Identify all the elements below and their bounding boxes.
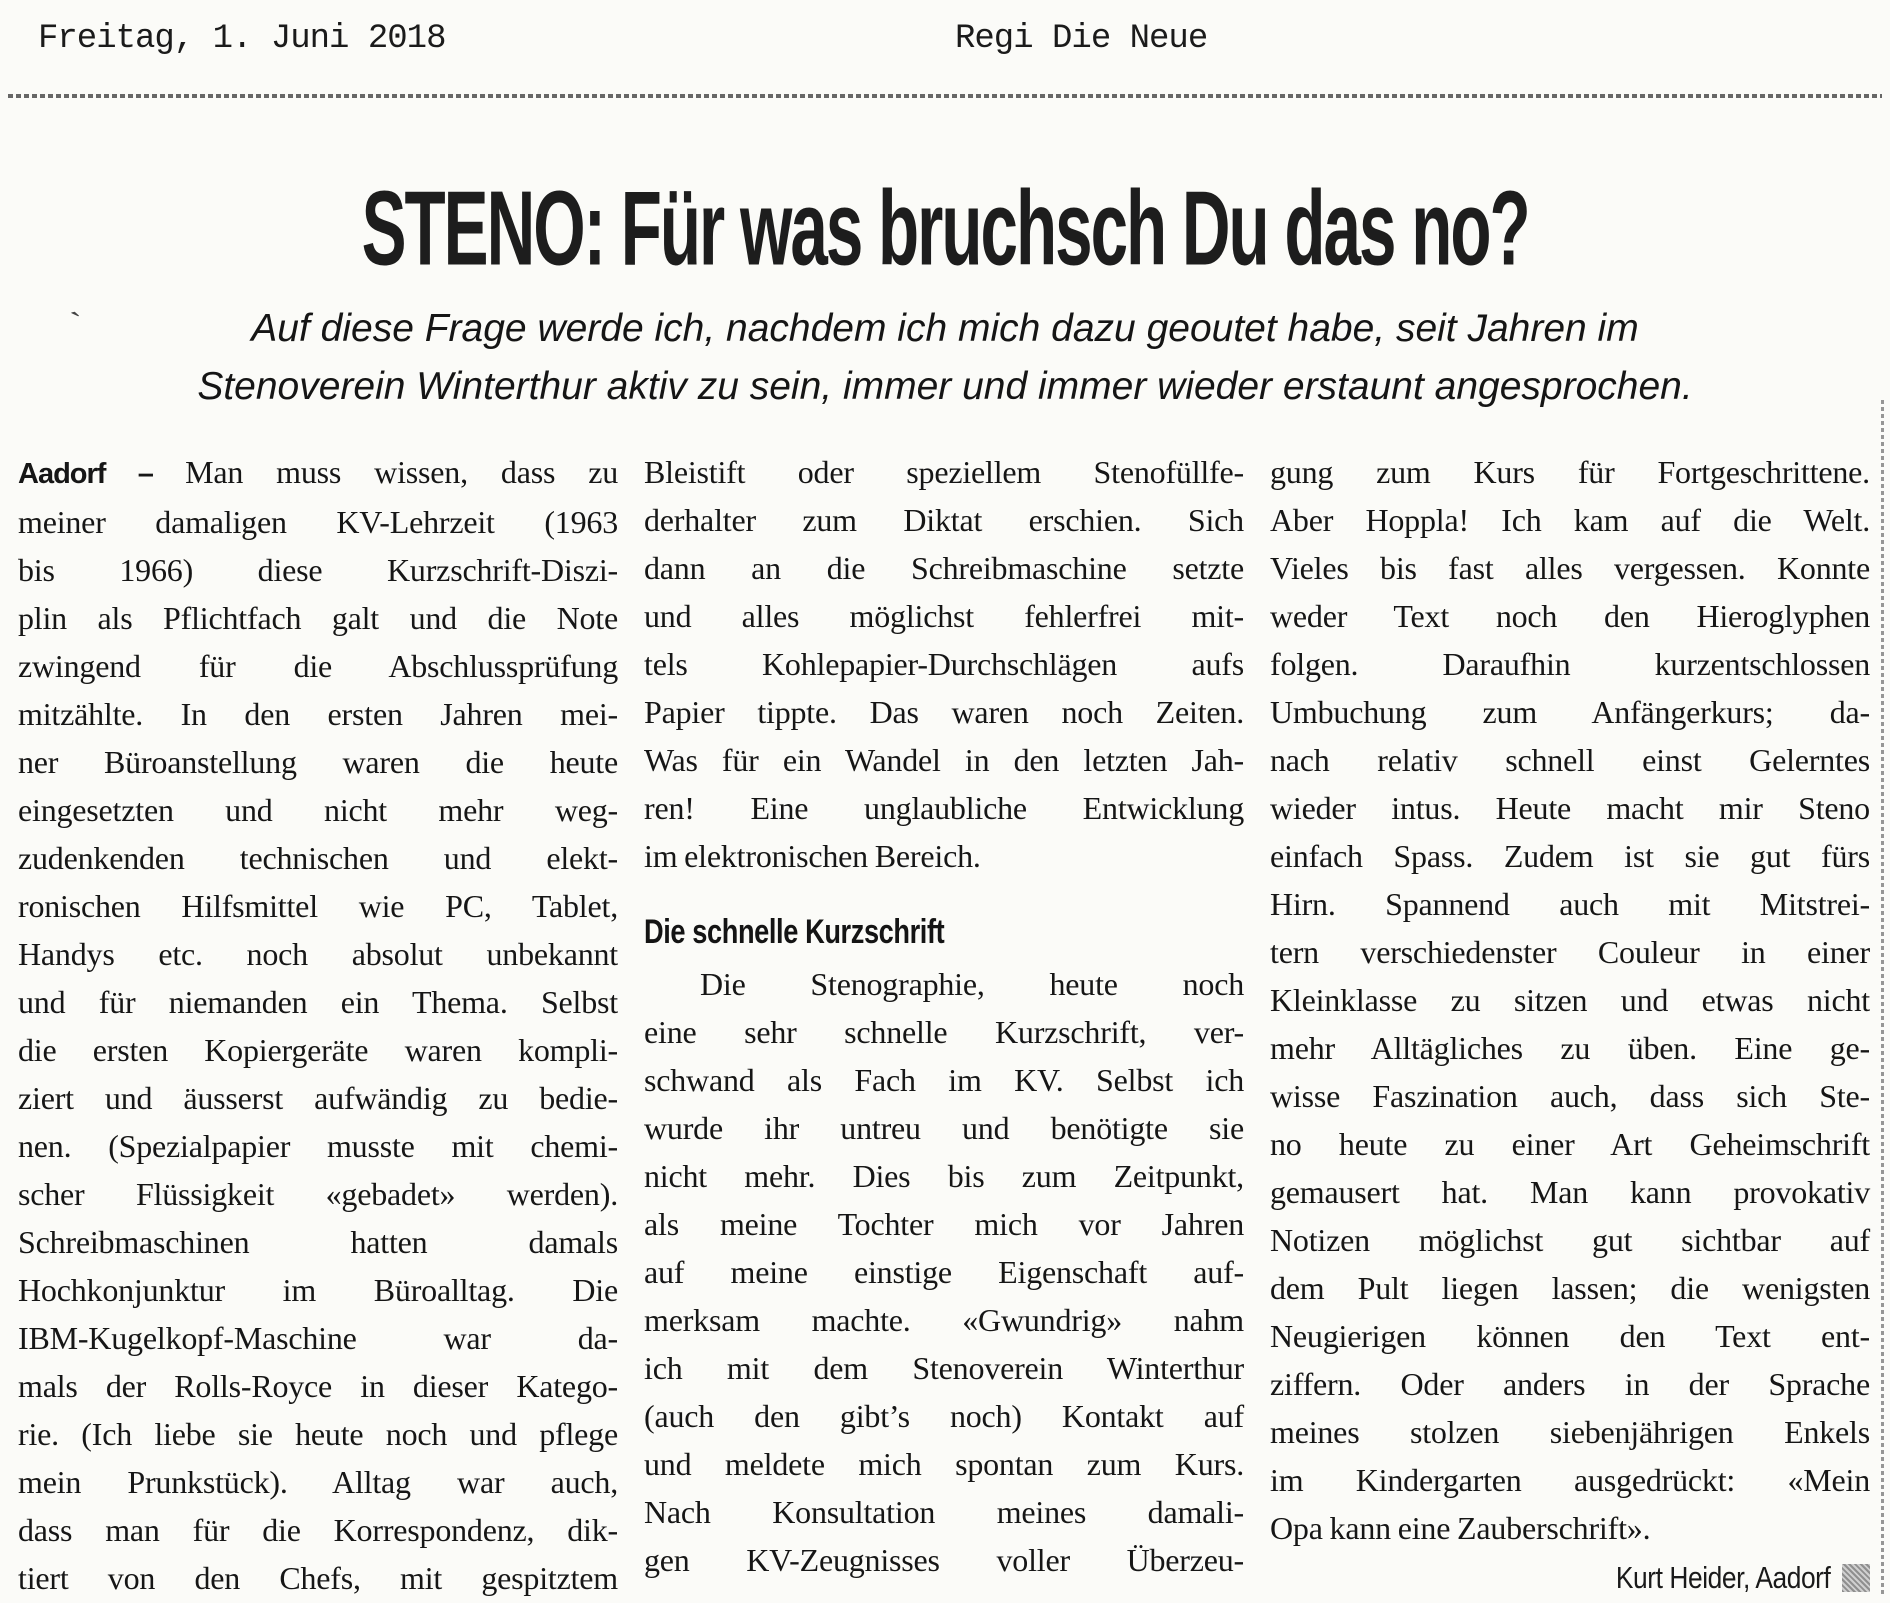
text-line: nicht mehr. Dies bis zum Zeitpunkt, <box>644 1158 1244 1194</box>
text-line: tiert von den Chefs, mit gespitztem <box>18 1560 618 1596</box>
text-line: Aadorf – Man muss wissen, dass zu <box>18 454 619 490</box>
text-line: Handys etc. noch absolut unbekannt <box>18 936 618 972</box>
byline <box>1270 1554 1870 1602</box>
text-line: (auch den gibt’s noch) Kontakt auf <box>644 1398 1244 1434</box>
text-line: und alles möglichst fehlerfrei mit- <box>644 598 1244 634</box>
text-line: no heute zu einer Art Geheimschrift <box>1270 1126 1870 1162</box>
text-line: mitzählte. In den ersten Jahren mei- <box>18 696 618 732</box>
masthead-title: Regi Die Neue <box>955 20 1208 58</box>
text-line: Die Stenographie, heute noch <box>700 966 1244 1002</box>
text-line: meiner damaligen KV-Lehrzeit (1963 <box>18 504 618 540</box>
text-line: plin als Pflichtfach galt und die Note <box>18 600 618 636</box>
dateline: Aadorf – <box>18 458 186 490</box>
text-line: Kleinklasse zu sitzen und etwas nicht <box>1270 982 1870 1018</box>
text-line: gung zum Kurs für Fortgeschrittene. <box>1270 454 1870 490</box>
text-line: ren! Eine unglaubliche Entwicklung <box>644 790 1244 826</box>
text-line: die ersten Kopiergeräte waren kompli- <box>18 1032 618 1068</box>
text-line: schwand als Fach im KV. Selbst ich <box>644 1062 1244 1098</box>
text-line: und für niemanden ein Thema. Selbst <box>18 984 618 1020</box>
text-line: Bleistift oder speziellem Stenofüllfe- <box>644 454 1244 490</box>
text-line: tels Kohlepapier-Durchschlägen aufs <box>644 646 1244 682</box>
text-line: rie. (Ich liebe sie heute noch und pflege <box>18 1416 618 1452</box>
text-line: gemausert hat. Man kann provokativ <box>1270 1174 1870 1210</box>
text-line: einfach Spass. Zudem ist sie gut fürs <box>1270 838 1870 874</box>
byline-text: Kurt Heider, Aadorf <box>1615 1560 1830 1595</box>
text-line: Vieles bis fast alles vergessen. Konnte <box>1270 550 1870 586</box>
header-rule <box>8 94 1882 98</box>
text-line: dann an die Schreibmaschine setzte <box>644 550 1244 586</box>
text-line: mehr Alltägliches zu üben. Eine ge- <box>1270 1030 1870 1066</box>
text-line: Papier tippte. Das waren noch Zeiten. <box>644 694 1244 730</box>
text-line: ronischen Hilfsmittel wie PC, Tablet, <box>18 888 618 924</box>
text-line: eingesetzten und nicht mehr weg- <box>18 792 618 828</box>
text-line: merksam machte. «Gwundrig» nahm <box>644 1302 1244 1338</box>
text-line: bis 1966) diese Kurzschrift-Diszi- <box>18 552 618 588</box>
article-end-mark <box>1842 1564 1870 1592</box>
text-line: weder Text noch den Hieroglyphen <box>1270 598 1870 634</box>
text-line: Was für ein Wandel in den letzten Jah- <box>644 742 1244 778</box>
text-line: mals der Rolls-Royce in dieser Katego- <box>18 1368 618 1404</box>
lead-line: Auf diese Frage werde ich, nachdem ich mich dazu geoutet habe, seit Jahren im <box>251 307 1639 350</box>
text-line: im Kindergarten ausgedrückt: «Mein <box>1270 1462 1870 1498</box>
text-line: folgen. Daraufhin kurzentschlossen <box>1270 646 1870 682</box>
text-line: Hochkonjunktur im Büroalltag. Die <box>18 1272 618 1308</box>
header-date: Freitag, 1. Juni 2018 <box>38 20 446 58</box>
text-line: tern verschiedenster Couleur in einer <box>1270 934 1870 970</box>
lead-line: Stenoverein Winterthur aktiv zu sein, immer und immer wieder erstaunt angesprochen. <box>197 365 1693 408</box>
article-headline: STENO: Für was bruchsch Du das no? <box>361 169 1529 288</box>
text-line: scher Flüssigkeit «gebadet» werden). <box>18 1176 618 1212</box>
text-line: im elektronischen Bereich. <box>644 838 981 874</box>
text-line: Aber Hoppla! Ich kam auf die Welt. <box>1270 502 1870 538</box>
text-line: ziffern. Oder anders in der Sprache <box>1270 1366 1870 1402</box>
text-line: als meine Tochter mich vor Jahren <box>644 1206 1244 1242</box>
text-line: nen. (Spezialpapier musste mit chemi- <box>18 1128 618 1164</box>
text-line: auf meine einstige Eigenschaft auf- <box>644 1254 1244 1290</box>
text-line: Opa kann eine Zauberschrift». <box>1270 1510 1651 1546</box>
text-line: Neugierigen können den Text ent- <box>1270 1318 1870 1354</box>
text-line: zudenkenden technischen und elekt- <box>18 840 618 876</box>
text-line: und meldete mich spontan zum Kurs. <box>644 1446 1244 1482</box>
text-line: wurde ihr untreu und benötigte sie <box>644 1110 1244 1146</box>
text-line: Hirn. Spannend auch mit Mitstrei- <box>1270 886 1870 922</box>
text-line: Notizen möglichst gut sichtbar auf <box>1270 1222 1870 1258</box>
text-line: ner Büroanstellung waren die heute <box>18 744 618 780</box>
page-edge-rule <box>1881 400 1884 1595</box>
text-line: derhalter zum Diktat erschien. Sich <box>644 502 1244 538</box>
text-line: ziert und äusserst aufwändig zu bedie- <box>18 1080 618 1116</box>
article-column <box>644 448 1244 1602</box>
text-line: dem Pult liegen lassen; die wenigsten <box>1270 1270 1870 1306</box>
text-line: mein Prunkstück). Alltag war auch, <box>18 1464 618 1500</box>
text-line: Schreibmaschinen hatten damals <box>18 1224 618 1260</box>
text-line: wieder intus. Heute macht mir Steno <box>1270 790 1870 826</box>
text-line: meines stolzen siebenjährigen Enkels <box>1270 1414 1870 1450</box>
text-line: Nach Konsultation meines damali- <box>644 1494 1244 1530</box>
text-line: eine sehr schnelle Kurzschrift, ver- <box>644 1014 1244 1050</box>
scan-artifact-mark: ˋ <box>68 305 87 344</box>
text-line: Umbuchung zum Anfängerkurs; da- <box>1270 694 1870 730</box>
text-line: IBM-Kugelkopf-Maschine war da- <box>18 1320 618 1356</box>
article-lead <box>0 300 1890 416</box>
article-body <box>18 448 1870 1602</box>
text-line: dass man für die Korrespondenz, dik- <box>18 1512 618 1548</box>
article-column <box>18 448 618 1602</box>
text-line: gen KV-Zeugnisses voller Überzeu- <box>644 1542 1244 1578</box>
text-line: zwingend für die Abschlussprüfung <box>18 648 618 684</box>
text-line: ich mit dem Stenoverein Winterthur <box>644 1350 1244 1386</box>
section-subhead: Die schnelle Kurzschrift <box>644 913 945 951</box>
text-line: nach relativ schnell einst Gelerntes <box>1270 742 1870 778</box>
text-line: wisse Faszination auch, dass sich Ste- <box>1270 1078 1870 1114</box>
article-column <box>1270 448 1870 1602</box>
